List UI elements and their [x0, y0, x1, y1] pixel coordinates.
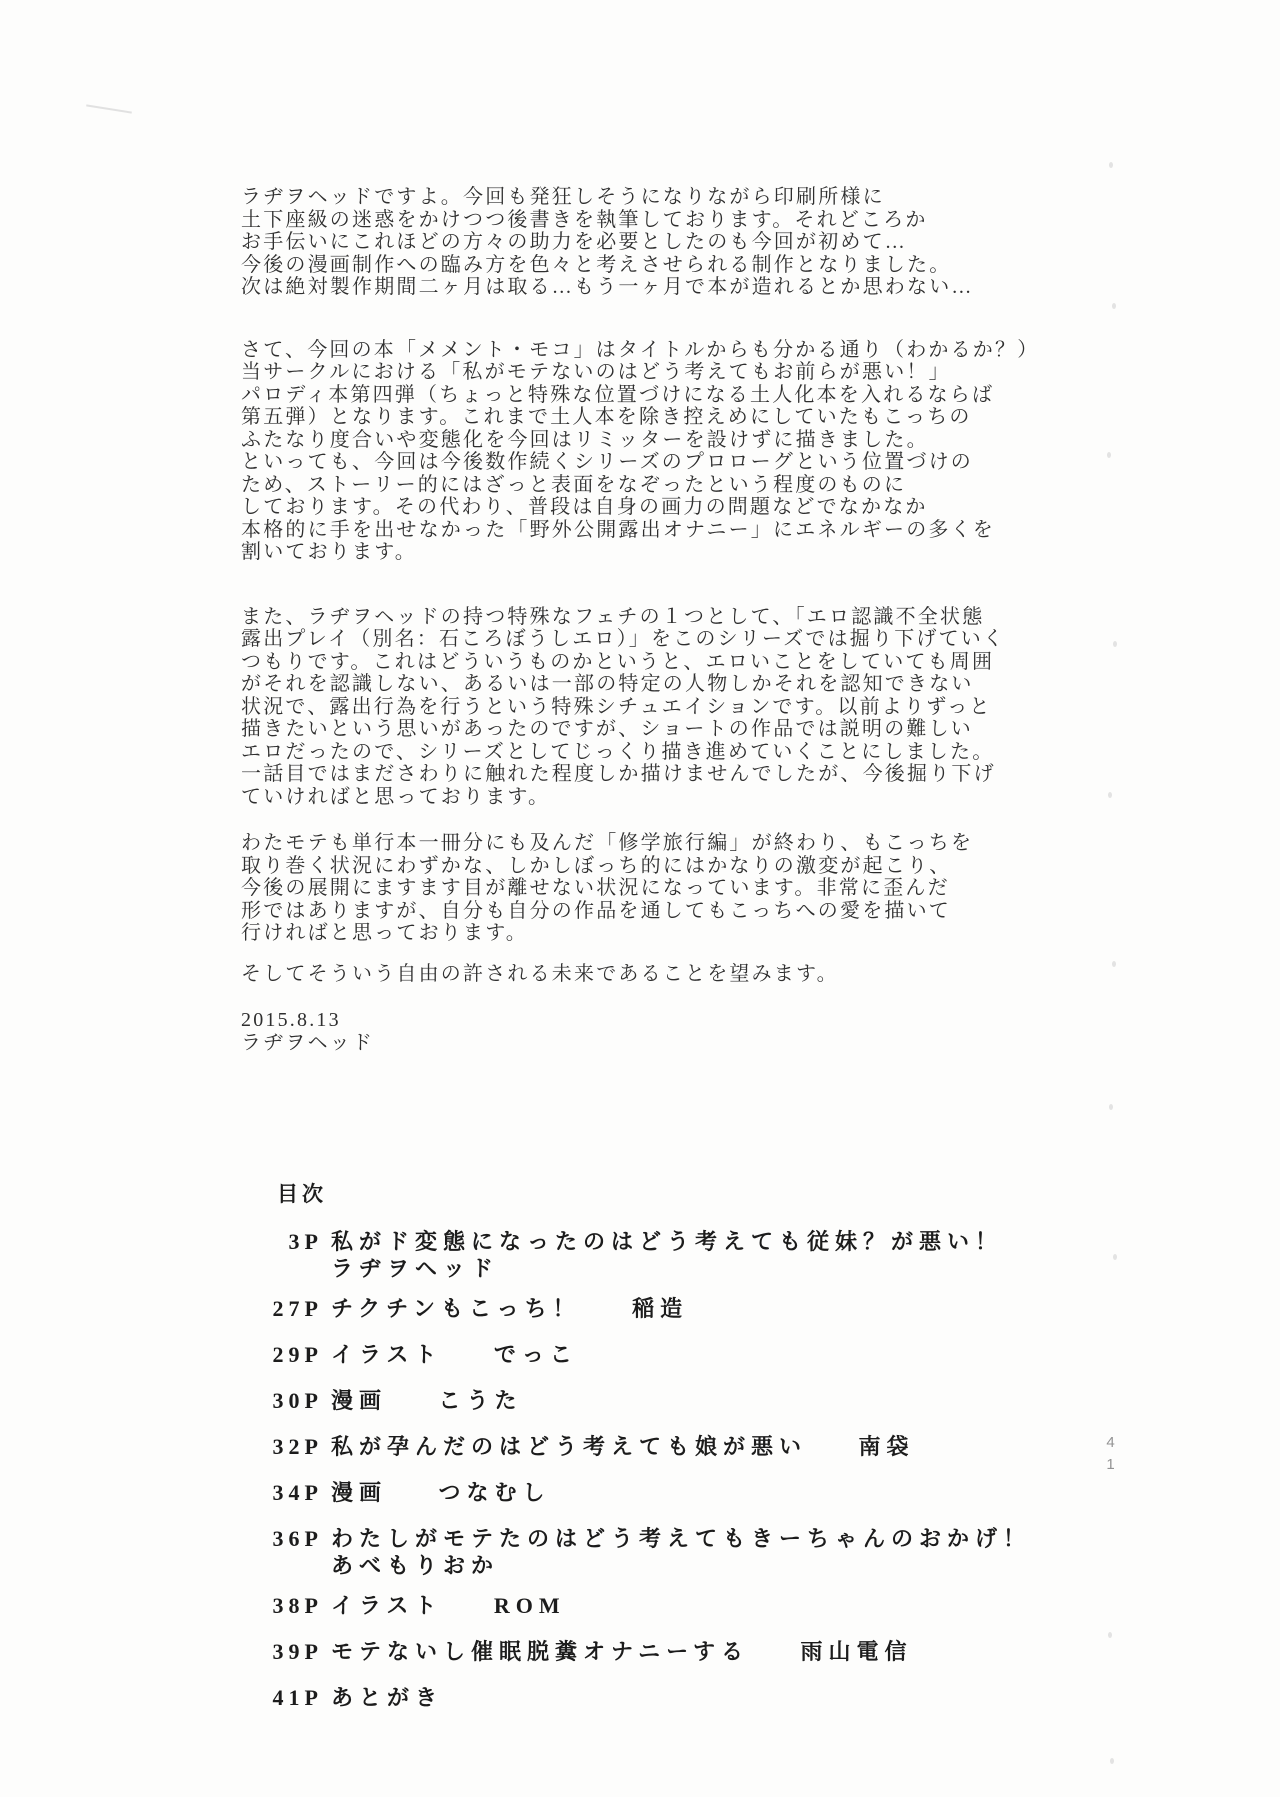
scan-noise-speck	[1109, 162, 1113, 168]
toc-page-label: 27P	[272, 1296, 323, 1321]
text-line: ていければと思っております。	[241, 785, 551, 808]
toc-entry-title: モテないし催眠脱糞オナニーする	[331, 1639, 750, 1664]
toc-page-label: 41P	[272, 1685, 323, 1710]
text-line: ふたなり度合いや変態化を今回はリミッターを設けずに描きました。	[241, 428, 929, 451]
text-line: わたモテも単行本一冊分にも及んだ「修学旅行編」が終わり、もこっちを	[241, 832, 974, 854]
toc-entry-title: イラスト	[331, 1342, 443, 1367]
toc-entry-body	[331, 1228, 1003, 1282]
text-line: 第五弾）となります。これまで土人本を除き控えめにしていたもこっちの	[241, 406, 972, 428]
text-line: 土下座級の迷惑をかけつつ後書きを執筆しております。それどころか	[241, 208, 928, 231]
text-line: 今後の漫画制作への臨み方を色々と考えさせられる制作となりました。	[241, 253, 952, 276]
scan-noise-speck	[1108, 1632, 1112, 1638]
scan-noise-speck	[1109, 1104, 1113, 1110]
text-line: 今後の展開にますます目が離せない状況になっています。非常に歪んだ	[241, 877, 950, 899]
toc-entry-title: チクチンもこっち！	[331, 1296, 581, 1321]
toc-entry	[241, 1525, 1161, 1579]
text-line: 当サークルにおける「私がモテないのはどう考えてもお前らが悪い！」	[241, 361, 951, 383]
toc-page-label: 29P	[272, 1342, 323, 1367]
toc-entry	[241, 1592, 1161, 1619]
afterword-paragraph	[241, 338, 1040, 564]
toc-entry-body	[331, 1638, 913, 1665]
scan-noise-speck	[1107, 452, 1111, 458]
text-line: お手伝いにこれほどの方々の助力を必要としたのも今回が初めて…	[241, 231, 907, 253]
toc-page-label: 30P	[272, 1388, 323, 1413]
toc-entry-author: 雨山電信	[800, 1639, 913, 1664]
afterword-paragraph	[241, 832, 974, 945]
toc-entry-body	[331, 1684, 443, 1711]
toc-heading: 目次	[277, 1182, 327, 1206]
toc-entry-body	[331, 1341, 578, 1368]
toc-entry-author: ROM	[493, 1593, 566, 1618]
table-of-contents	[241, 1178, 1161, 1730]
toc-entry	[241, 1295, 1161, 1322]
toc-entry-body	[331, 1387, 523, 1414]
author-signature: ラヂヲヘッド	[241, 1032, 375, 1054]
toc-page-label: 34P	[272, 1480, 323, 1505]
toc-entry-body	[331, 1592, 566, 1619]
scan-noise-speck	[1112, 961, 1116, 967]
scan-artifact-mark	[86, 104, 132, 113]
toc-entry-author: でっこ	[493, 1342, 578, 1367]
toc-entry-author: あべもりおか	[331, 1553, 500, 1578]
afterword-section	[241, 186, 1040, 1055]
toc-entry-author: ラヂヲヘッド	[331, 1256, 500, 1281]
toc-entry-title: 漫画	[331, 1480, 388, 1505]
scan-noise-speck	[1108, 792, 1112, 798]
text-line: 次は絶対製作期間二ヶ月は取る…もう一ヶ月で本が造れるとか思わない…	[241, 276, 974, 298]
toc-entry-author: こうた	[438, 1388, 523, 1413]
toc-entry-author: 稲造	[632, 1296, 689, 1321]
scan-noise-speck	[1113, 641, 1117, 647]
toc-page-label: 36P	[272, 1526, 323, 1551]
toc-entry	[241, 1387, 1161, 1414]
text-line: 描きたいという思いがあったのですが、ショートの作品では説明の難しい	[241, 718, 973, 740]
toc-entry-author: つなむし	[438, 1480, 551, 1505]
toc-entry	[241, 1228, 1161, 1282]
toc-entry-title: 私が孕んだのはどう考えても娘が悪い	[331, 1434, 808, 1459]
toc-page-label: 32P	[272, 1434, 323, 1459]
scan-noise-speck	[1110, 1758, 1114, 1764]
toc-entry	[241, 1433, 1161, 1460]
toc-entry-body	[331, 1433, 915, 1460]
text-line: エロだったので、シリーズとしてじっくり描き進めていくことにしました。	[241, 740, 995, 763]
text-line: 形ではありますが、自分も自分の作品を通してもこっちへの愛を描いて	[241, 899, 951, 922]
text-line: しております。その代わり、普段は自身の画力の問題などでなかなか	[241, 496, 928, 518]
text-line: つもりです。これはどういうものかというと、エロいことをしていても周囲	[241, 650, 995, 673]
toc-entry-body	[331, 1295, 688, 1322]
date-text: 2015.8.13	[241, 1009, 341, 1031]
text-line: パロディ本第四弾（ちょっと特殊な位置づけになる土人化本を入れるならば	[241, 383, 995, 406]
text-line: 露出プレイ（別名：石ころぼうしエロ）」をこのシリーズでは掘り下げていく	[241, 628, 1006, 650]
text-line: ため、ストーリー的にはざっと表面をなぞったという程度のものに	[241, 473, 907, 496]
toc-entry-title: イラスト	[331, 1593, 443, 1618]
text-line: ラヂヲヘッドですよ。今回も発狂しそうになりながら印刷所様に	[241, 186, 885, 208]
scan-noise-speck	[1112, 303, 1116, 309]
toc-entry-body	[331, 1479, 551, 1506]
toc-entry	[241, 1684, 1161, 1711]
toc-entry-title: あとがき	[331, 1685, 444, 1710]
text-line: 割いております。	[241, 541, 417, 563]
afterword-paragraph	[241, 186, 974, 299]
toc-entry-author: 南袋	[858, 1434, 915, 1459]
text-line: 一話目ではまださわりに触れた程度しか描けませんでしたが、今後掘り下げ	[241, 763, 996, 785]
text-line: 取り巻く状況にわずかな、しかしぼっち的にはかなりの激変が起こり、	[241, 854, 952, 877]
toc-page-label: 39P	[272, 1639, 323, 1664]
toc-page-label: 3P	[288, 1229, 323, 1254]
toc-entry-title: 漫画	[331, 1388, 388, 1413]
toc-entry-title: 私がド変態になったのはどう考えても従妹？が悪い！	[331, 1229, 1004, 1254]
text-line: 本格的に手を出せなかった「野外公開露出オナニー」にエネルギーの多くを	[241, 518, 995, 541]
text-line: また、ラヂヲヘッドの持つ特殊なフェチの１つとして、「エロ認識不全状態	[241, 605, 985, 628]
text-line: 状況で、露出行為を行うという特殊シチュエイションです。以前よりずっと	[241, 695, 992, 718]
text-line: がそれを認識しない、あるいは一部の特定の人物しかそれを認知できない	[241, 673, 974, 695]
text-line: そしてそういう自由の許される未来であることを望みます。	[241, 962, 839, 985]
afterword-colophon	[241, 1009, 941, 1055]
text-line: さて、今回の本「メメント・モコ」はタイトルからも分かる通り（わかるか？）	[241, 338, 1040, 361]
afterword-closing-paragraph	[241, 963, 941, 986]
toc-entry-body	[331, 1525, 1031, 1579]
toc-entry	[241, 1479, 1161, 1506]
toc-page-label: 38P	[272, 1593, 323, 1618]
margin-page-number: 41	[1102, 1434, 1119, 1478]
scan-noise-speck	[1113, 1254, 1117, 1260]
text-line: 行ければと思っております。	[241, 922, 528, 944]
toc-entry	[241, 1341, 1161, 1368]
text-line: といっても、今回は今後数作続くシリーズのプロローグという位置づけの	[241, 451, 973, 473]
toc-entry-title: わたしがモテたのはどう考えてもきーちゃんのおかげ！	[331, 1526, 1032, 1551]
afterword-paragraph	[241, 605, 1006, 809]
toc-entry	[241, 1638, 1161, 1665]
